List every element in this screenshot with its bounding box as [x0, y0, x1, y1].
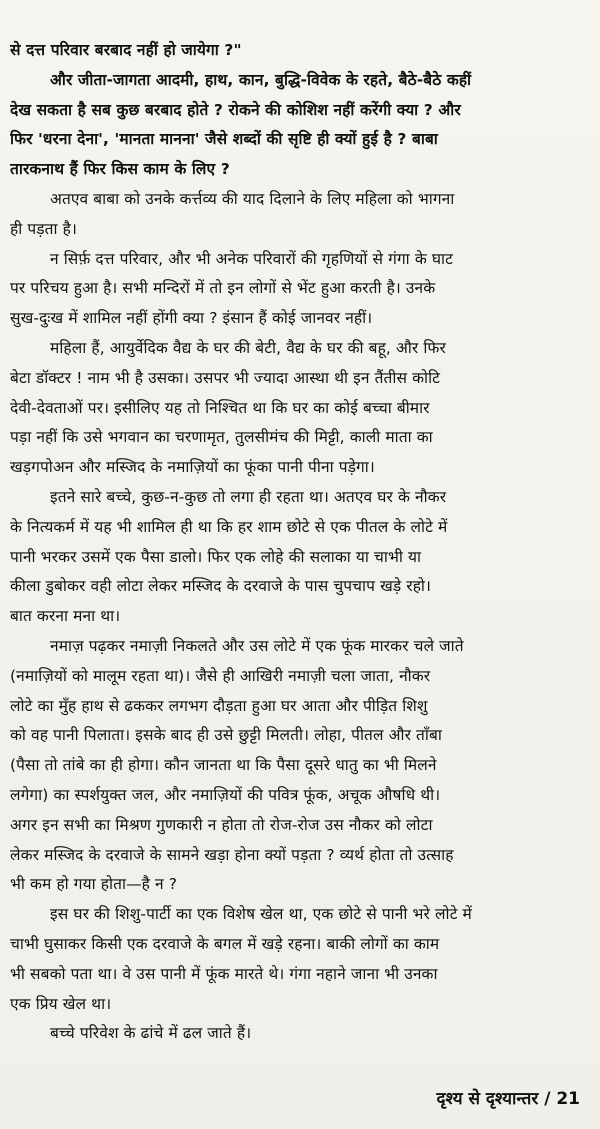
paragraph — [10, 36, 594, 66]
text-line: इतने सारे बच्चे, कुछ-न-कुछ तो लगा ही रहता था। अतएव घर के नौकर — [50, 487, 447, 506]
text-line: (नमाज़ियों को मालूम रहता था)। जैसे ही आखिरी नमाज़ी चला जाता, नौकर — [10, 666, 431, 685]
text-line: नमाज़ पढ़कर नमाज़ी निकलते और उस लोटे में एक फूंक मारकर चले जाते — [50, 636, 464, 655]
text-line: ही पड़ता है। — [10, 219, 77, 238]
text-line: से दत्त परिवार बरबाद नहीं हो जायेगा ?" — [10, 41, 242, 59]
paragraph — [10, 334, 594, 483]
text-line: एक प्रिय खेल था। — [10, 994, 112, 1013]
text-line: तारकनाथ हैं फिर किस काम के लिए ? — [10, 160, 230, 179]
paragraph — [10, 632, 594, 900]
paragraph — [10, 483, 594, 632]
text-line: बच्चे परिवेश के ढांचे में ढल जाते हैं। — [50, 1024, 252, 1043]
text-line: न सिर्फ़ दत्त परिवार, और भी अनेक परिवारों की गृहणियों से गंगा के घाट — [50, 249, 454, 268]
text-line: भी सबको पता था। वे उस पानी में फूंक मारते थे। गंगा नहाने जाना भी उनका — [10, 964, 438, 983]
text-line: बेटा डॉक्टर ! नाम भी है उसका। उसपर भी ज्यादा आस्था थी इन तैंतीस कोटि — [10, 368, 441, 387]
text-line: पर परिचय हुआ है। सभी मन्दिरों में तो इन लोगों से भेंट हुआ करती है। उनके — [10, 279, 436, 298]
text-line: और जीता-जागता आदमी, हाथ, कान, बुद्धि-विवेक के रहते, बैठे-बैठे कहीं — [50, 70, 472, 89]
text-line: देवी-देवताओं पर। इसीलिए यह तो निश्चित था कि घर का कोई बच्चा बीमार — [10, 398, 430, 417]
page-footer: दृश्य से दृश्यान्तर / 21 — [436, 1089, 580, 1109]
text-line: लोटे का मुँह हाथ से ढककर लगभग दौड़ता हुआ घर आता और पीड़ित शिशु — [10, 696, 428, 715]
body-text — [10, 36, 594, 1049]
text-line: चाभी घुसाकर किसी एक दरवाजे के बगल में खड़े रहना। बाकी लोगों का काम — [10, 934, 440, 953]
text-line: अतएव बाबा को उनके कर्त्तव्य की याद दिलाने के लिए महिला को भागना — [50, 189, 455, 208]
text-line: पानी भरकर उसमें एक पैसा डालो। फिर एक लोहे की सलाका या चाभी या — [10, 547, 422, 566]
text-line: कीला डुबोकर वही लोटा लेकर मस्जिद के दरवाजे के पास चुपचाप खड़े रहो। — [10, 577, 432, 596]
text-line: पड़ा नहीं कि उसे भगवान का चरणामृत, तुलसीमंच की मिट्टी, काली माता का — [10, 428, 433, 447]
text-line: को वह पानी पिलाता। इसके बाद ही उसे छुट्टी मिलती। लोहा, पीतल और ताँबा — [10, 726, 442, 745]
text-line: देख सकता है सब कुछ बरबाद होते ? रोकने की कोशिश नहीं करेंगी क्या ? और — [10, 100, 461, 119]
text-line: इस घर की शिशु-पार्टी का एक विशेष खेल था, एक छोटे से पानी भरे लोटे में — [50, 905, 472, 924]
text-line: भी कम हो गया होता—है न ? — [10, 875, 178, 894]
paragraph — [10, 245, 594, 334]
text-line: महिला हैं, आयुर्वेदिक वैद्य के घर की बेटी, वैद्य के घर की बहू, और फिर — [50, 338, 446, 357]
text-line: सुख-दुःख में शामिल नहीं होंगी क्या ? इंसान हैं कोई जानवर नहीं। — [10, 309, 373, 328]
paragraph — [10, 185, 594, 245]
text-line: अगर इन सभी का मिश्रण गुणकारी न होता तो रोज-रोज उस नौकर को लोटा — [10, 815, 433, 834]
paragraph — [10, 1019, 594, 1049]
text-line: (पैसा तो तांबे का ही होगा। कौन जानता था कि पैसा दूसरे धातु का भी मिलने — [10, 756, 437, 775]
text-line: लेकर मस्जिद के दरवाजे के सामने खड़ा होना क्यों पड़ता ? व्यर्थ होता तो उत्साह — [10, 845, 454, 864]
paragraph — [10, 66, 594, 185]
text-line: खड़गपोअन और मस्जिद के नमाज़ियों का फूंका पानी पीना पड़ेगा। — [10, 458, 375, 477]
paragraph — [10, 900, 594, 1019]
text-line: के नित्यकर्म में यह भी शामिल ही था कि हर शाम छोटे से एक पीतल के लोटे में — [10, 517, 448, 536]
text-line: फिर 'धरना देना', 'मानता मानना' जैसे शब्दों की सृष्टि ही क्यों हुई है ? बाबा — [10, 130, 438, 149]
text-line: लगेगा) का स्पर्शयुक्त जल, और नमाज़ियों की पवित्र फूंक, अचूक औषधि थी। — [10, 785, 441, 804]
text-line: बात करना मना था। — [10, 607, 121, 626]
